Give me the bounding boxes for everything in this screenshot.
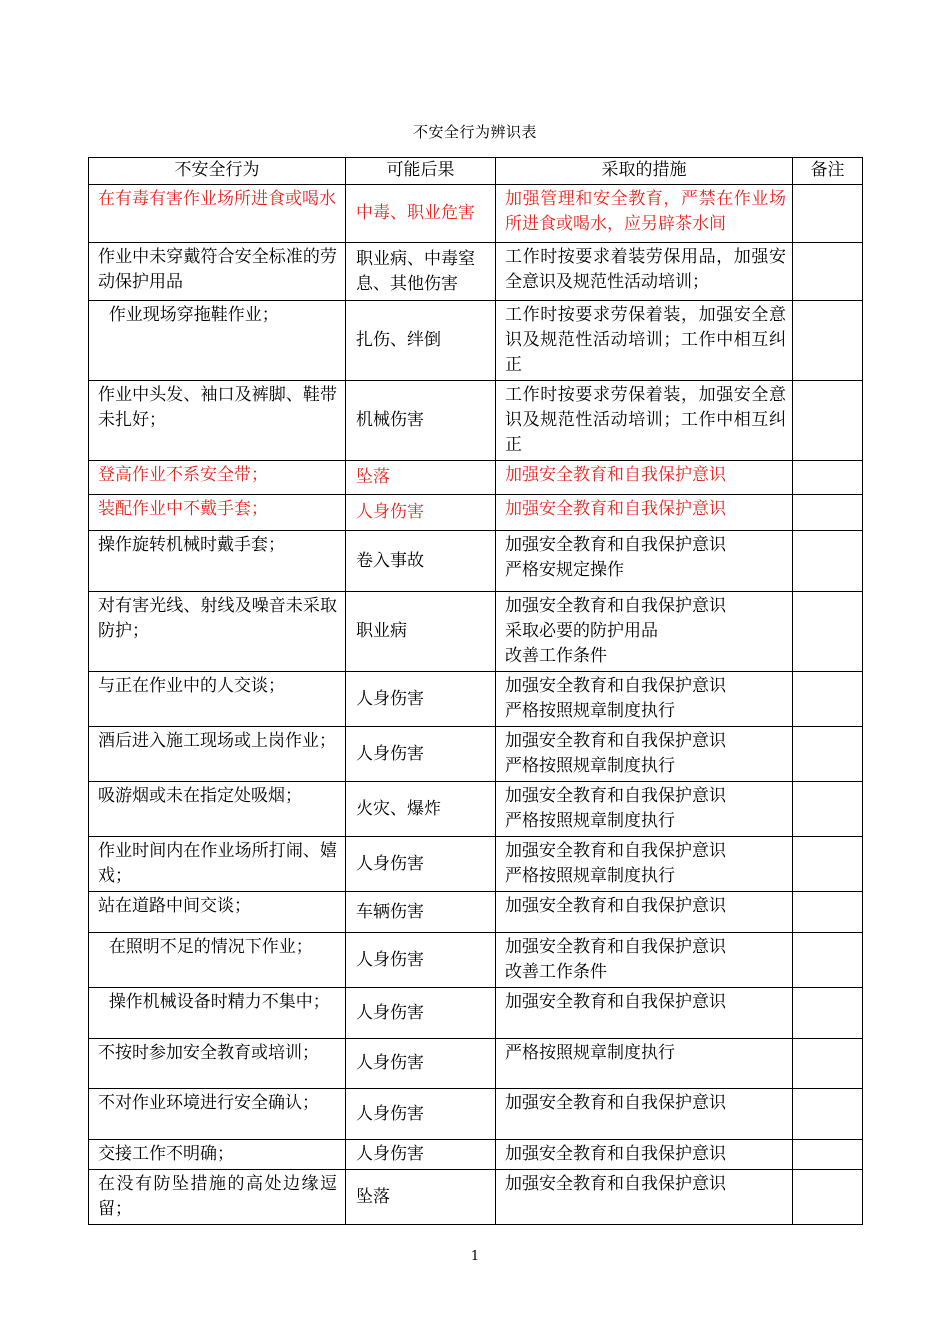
cell-note: [793, 592, 863, 672]
cell-note: [793, 495, 863, 531]
cell-behavior: 吸游烟或未在指定处吸烟；: [89, 782, 346, 837]
cell-behavior: 酒后进入施工现场或上岗作业；: [89, 727, 346, 782]
table-row: [89, 672, 863, 727]
cell-measures: 加强安全教育和自我保护意识 严格按照规章制度执行: [496, 782, 793, 837]
cell-consequence: 人身伤害: [346, 1039, 496, 1089]
cell-note: [793, 1089, 863, 1140]
cell-behavior: 作业中头发、袖口及裤脚、鞋带未扎好；: [89, 381, 346, 461]
cell-behavior: 不对作业环境进行安全确认；: [89, 1089, 346, 1140]
cell-note: [793, 988, 863, 1039]
table-row: [89, 301, 863, 381]
cell-consequence: 机械伤害: [346, 381, 496, 461]
cell-note: [793, 672, 863, 727]
cell-note: [793, 243, 863, 301]
cell-behavior: 站在道路中间交谈；: [89, 892, 346, 933]
cell-consequence: 人身伤害: [346, 1089, 496, 1140]
cell-measures: 加强安全教育和自我保护意识: [496, 495, 793, 531]
cell-measures: 加强安全教育和自我保护意识: [496, 1170, 793, 1225]
cell-behavior: 作业中未穿戴符合安全标准的劳动保护用品: [89, 243, 346, 301]
cell-consequence: 卷入事故: [346, 531, 496, 592]
cell-behavior: 作业时间内在作业场所打闹、嬉戏；: [89, 837, 346, 892]
cell-measures: 加强安全教育和自我保护意识: [496, 892, 793, 933]
cell-measures: 加强安全教育和自我保护意识: [496, 1140, 793, 1170]
cell-consequence: 人身伤害: [346, 837, 496, 892]
table-row: [89, 1039, 863, 1089]
cell-note: [793, 727, 863, 782]
cell-note: [793, 381, 863, 461]
table-row: [89, 592, 863, 672]
cell-measures: 工作时按要求劳保着装，加强安全意识及规范性活动培训；工作中相互纠正: [496, 301, 793, 381]
table-row: [89, 1140, 863, 1170]
table-row: [89, 1089, 863, 1140]
header-behavior: 不安全行为: [89, 158, 346, 185]
cell-note: [793, 892, 863, 933]
cell-consequence: 火灾、爆炸: [346, 782, 496, 837]
table-row: [89, 892, 863, 933]
cell-measures: 工作时按要求劳保着装，加强安全意识及规范性活动培训；工作中相互纠正: [496, 381, 793, 461]
cell-measures: 加强安全教育和自我保护意识 严格按照规章制度执行: [496, 727, 793, 782]
cell-consequence: 坠落: [346, 461, 496, 495]
table-row: [89, 381, 863, 461]
cell-measures: 加强管理和安全教育，严禁在作业场所进食或喝水，应另辟茶水间: [496, 185, 793, 243]
header-consequence: 可能后果: [346, 158, 496, 185]
cell-behavior: 不按时参加安全教育或培训；: [89, 1039, 346, 1089]
table-row: [89, 782, 863, 837]
cell-note: [793, 837, 863, 892]
cell-note: [793, 301, 863, 381]
cell-consequence: 人身伤害: [346, 988, 496, 1039]
cell-measures: 加强安全教育和自我保护意识 采取必要的防护用品 改善工作条件: [496, 592, 793, 672]
cell-note: [793, 782, 863, 837]
cell-behavior: 在没有防坠措施的高处边缘逗留；: [89, 1170, 346, 1225]
header-measures: 采取的措施: [496, 158, 793, 185]
cell-consequence: 职业病: [346, 592, 496, 672]
cell-behavior: 对有害光线、射线及噪音未采取防护；: [89, 592, 346, 672]
table-row: [89, 933, 863, 988]
cell-measures: 加强安全教育和自我保护意识: [496, 1089, 793, 1140]
cell-measures: 加强安全教育和自我保护意识 严格按照规章制度执行: [496, 672, 793, 727]
cell-note: [793, 1039, 863, 1089]
cell-note: [793, 1140, 863, 1170]
table-row: [89, 727, 863, 782]
cell-consequence: 坠落: [346, 1170, 496, 1225]
page-number: 1: [470, 1249, 480, 1264]
cell-consequence: 人身伤害: [346, 1140, 496, 1170]
cell-consequence: 人身伤害: [346, 933, 496, 988]
cell-note: [793, 185, 863, 243]
cell-measures: 加强安全教育和自我保护意识 严格安规定操作: [496, 531, 793, 592]
cell-consequence: 人身伤害: [346, 672, 496, 727]
cell-consequence: 车辆伤害: [346, 892, 496, 933]
table-header-row: [89, 158, 863, 185]
cell-behavior: 交接工作不明确；: [89, 1140, 346, 1170]
cell-behavior: 在照明不足的情况下作业；: [89, 933, 346, 988]
cell-measures: 加强安全教育和自我保护意识: [496, 988, 793, 1039]
table-row: [89, 988, 863, 1039]
cell-measures: 加强安全教育和自我保护意识: [496, 461, 793, 495]
cell-behavior: 与正在作业中的人交谈；: [89, 672, 346, 727]
cell-consequence: 人身伤害: [346, 727, 496, 782]
cell-behavior: 装配作业中不戴手套；: [89, 495, 346, 531]
cell-behavior: 操作机械设备时精力不集中；: [89, 988, 346, 1039]
table-row: [89, 1170, 863, 1225]
cell-consequence: 扎伤、绊倒: [346, 301, 496, 381]
cell-measures: 工作时按要求着装劳保用品，加强安全意识及规范性活动培训；: [496, 243, 793, 301]
table-row: [89, 837, 863, 892]
cell-note: [793, 531, 863, 592]
cell-measures: 严格按照规章制度执行: [496, 1039, 793, 1089]
table-row: [89, 185, 863, 243]
cell-note: [793, 1170, 863, 1225]
cell-measures: 加强安全教育和自我保护意识 改善工作条件: [496, 933, 793, 988]
cell-behavior: 操作旋转机械时戴手套；: [89, 531, 346, 592]
table-row: [89, 531, 863, 592]
cell-consequence: 中毒、职业危害: [346, 185, 496, 243]
cell-behavior: 作业现场穿拖鞋作业；: [89, 301, 346, 381]
table-row: [89, 461, 863, 495]
cell-consequence: 人身伤害: [346, 495, 496, 531]
unsafe-behavior-table: [88, 157, 863, 1225]
table-row: [89, 243, 863, 301]
cell-behavior: 在有毒有害作业场所进食或喝水: [89, 185, 346, 243]
cell-consequence: 职业病、中毒窒息、其他伤害: [346, 243, 496, 301]
cell-measures: 加强安全教育和自我保护意识 严格按照规章制度执行: [496, 837, 793, 892]
page-title: 不安全行为辨识表: [412, 123, 537, 141]
header-note: 备注: [793, 158, 863, 185]
table-row: [89, 495, 863, 531]
cell-note: [793, 461, 863, 495]
cell-note: [793, 933, 863, 988]
cell-behavior: 登高作业不系安全带；: [89, 461, 346, 495]
